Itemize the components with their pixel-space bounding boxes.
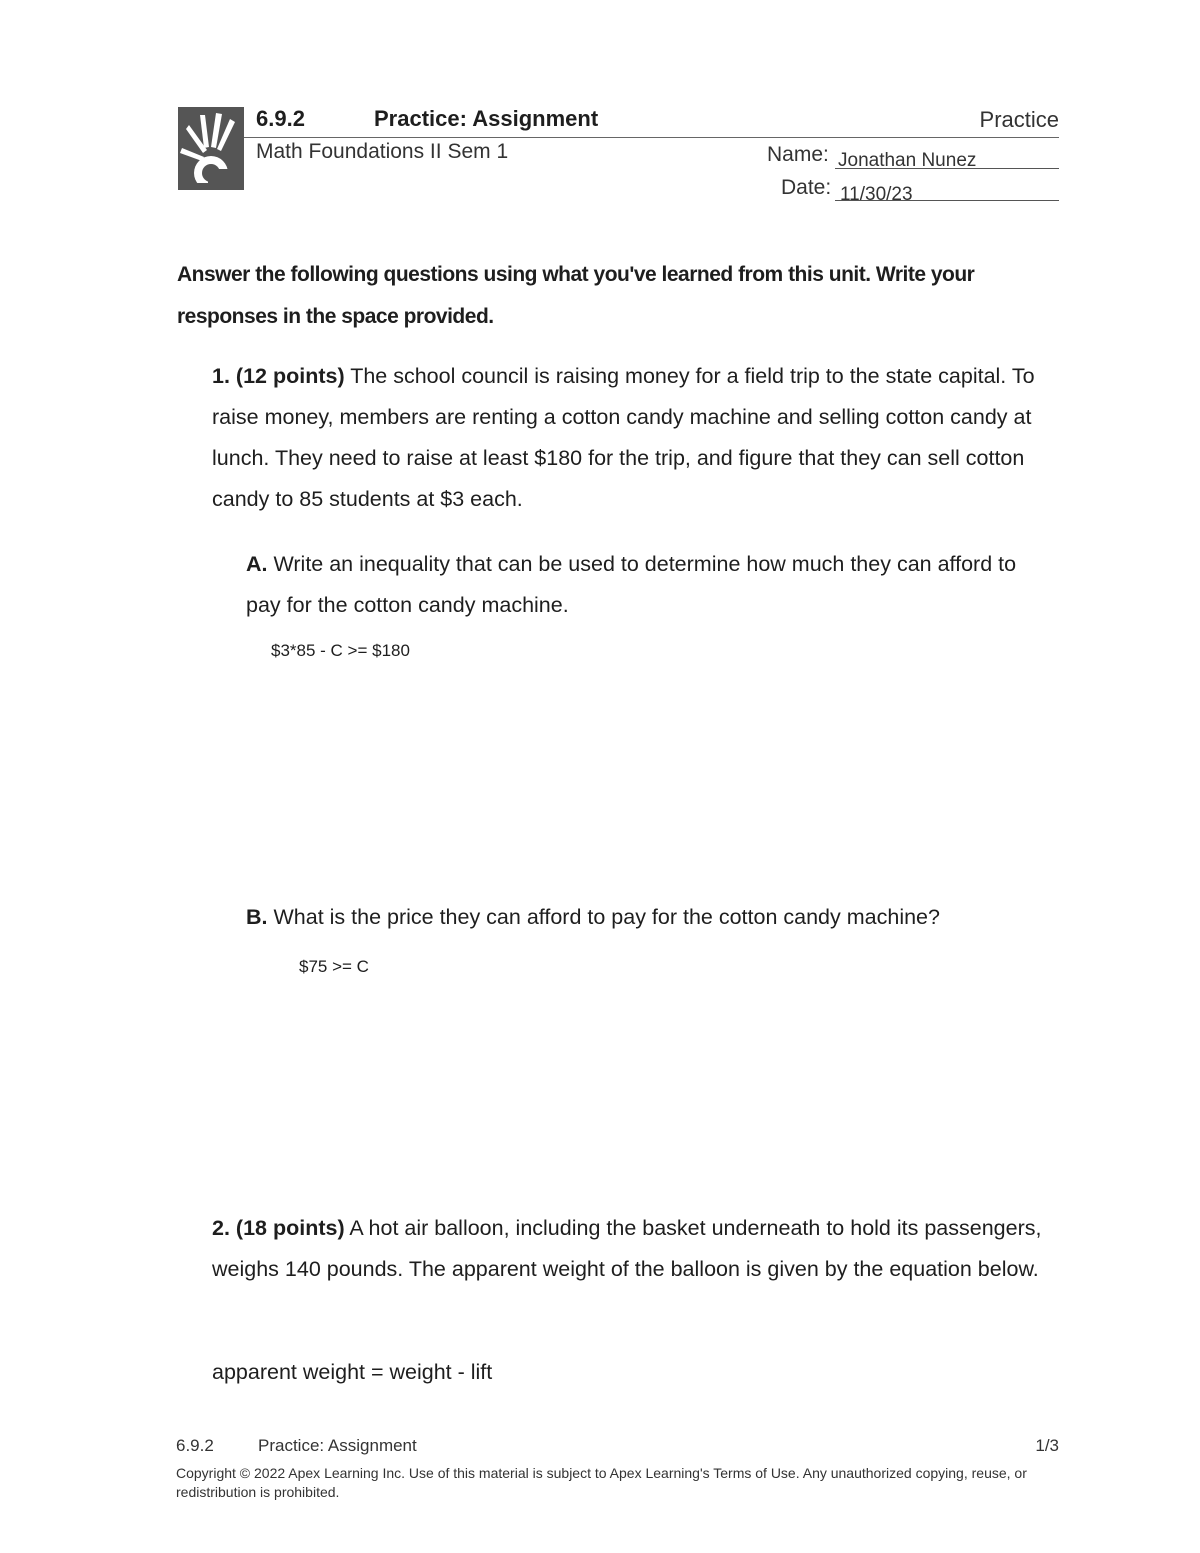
answer-1a-field[interactable]: $3*85 - C >= $180 — [271, 641, 410, 660]
page-number: 1/3 — [1035, 1436, 1059, 1455]
question-1b — [246, 897, 1066, 938]
apex-sun-logo-icon — [178, 107, 244, 190]
name-label: Name: — [767, 143, 829, 166]
question-1a — [246, 544, 1046, 626]
header-divider — [244, 137, 1059, 138]
instructions: Answer the following questions using what you've learned from this unit. Write your responses in the space provided. — [177, 263, 975, 328]
course-name: Math Foundations II Sem 1 — [256, 140, 509, 163]
question-1-number: 1. (12 points) — [212, 364, 345, 388]
footer-title: Practice: Assignment — [258, 1436, 417, 1455]
footer-number: 6.9.2 — [176, 1436, 214, 1455]
lesson-title: Practice: Assignment — [374, 106, 599, 131]
lesson-type: Practice — [979, 107, 1059, 132]
question-2-equation: apparent weight = weight - lift — [212, 1360, 493, 1384]
question-2-number: 2. (18 points) — [212, 1216, 345, 1240]
date-label: Date: — [781, 176, 832, 199]
question-1b-text: What is the price they can afford to pay for the cotton candy machine? — [273, 905, 940, 929]
question-1a-text: Write an inequality that can be used to determine how much they can afford to pay for the cotton candy machine. — [246, 552, 1017, 617]
name-field[interactable]: Jonathan Nunez — [838, 150, 977, 171]
lesson-number: 6.9.2 — [256, 106, 305, 131]
date-underline — [835, 200, 1059, 201]
answer-1b-field[interactable]: $75 >= C — [299, 957, 369, 976]
question-1b-label: B. — [246, 905, 268, 929]
name-underline — [835, 168, 1059, 169]
copyright-notice: Copyright © 2022 Apex Learning Inc. Use of this material is subject to Apex Learning's Terms of Use. Any unauthorized copying, reuse, or redistribution is prohibited. — [176, 1465, 1027, 1500]
question-1 — [212, 356, 1072, 520]
question-1-text: The school council is raising money for a field trip to the state capital. To raise money, members are renting a cotton candy machine and selling cotton candy at lunch. They need to raise at least $180 for the trip, and figure that they can sell cotton candy to 85 students at $3 each. — [212, 364, 1035, 511]
question-2 — [212, 1208, 1072, 1290]
date-field[interactable]: 11/30/23 — [840, 184, 913, 205]
question-2-text: A hot air balloon, including the basket underneath to hold its passengers, weighs 140 pounds. The apparent weight of the balloon is given by the equation below. — [212, 1216, 1042, 1281]
question-1a-label: A. — [246, 552, 268, 576]
